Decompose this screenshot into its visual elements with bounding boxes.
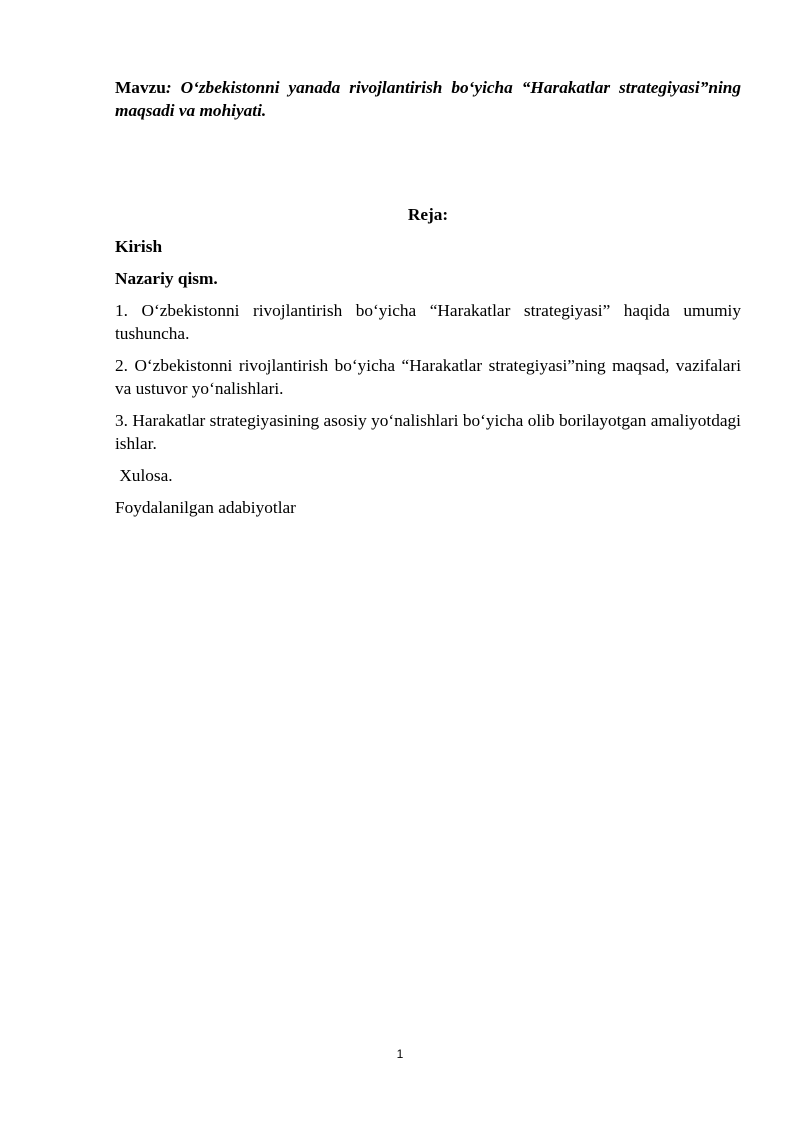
topic-label: Mavzu — [115, 78, 166, 97]
page-number: 1 — [396, 1047, 404, 1061]
plan-list — [115, 235, 741, 528]
plan-references: Foydalanilgan adabiyotlar — [115, 498, 296, 517]
plan-theory: Nazariy qism. — [115, 269, 218, 288]
plan-item: 2. O‘zbekistonni rivojlantirish bo‘yicha “Harakatlar strategiyasi”ning maqsad, vazifalari va ustuvor yo‘nalishlari. — [115, 356, 741, 398]
page-content — [115, 76, 741, 517]
topic-title: : O‘zbekistonni yanada rivojlantirish bo‘yicha “Harakatlar strategiyasi”ning maqsadi va mohiyati. — [115, 78, 741, 120]
plan-conclusion: Xulosa. — [115, 466, 173, 485]
plan-item: 1. O‘zbekistonni rivojlantirish bo‘yicha “Harakatlar strategiyasi” haqida umumiy tushuncha. — [115, 301, 741, 343]
plan-item: 3. Harakatlar strategiyasining asosiy yo‘nalishlari bo‘yicha olib borilayotgan amaliyotdagi ishlar. — [115, 411, 741, 453]
plan-intro: Kirish — [115, 237, 163, 256]
topic-heading — [115, 76, 741, 122]
plan-heading: Reja: — [407, 205, 449, 224]
